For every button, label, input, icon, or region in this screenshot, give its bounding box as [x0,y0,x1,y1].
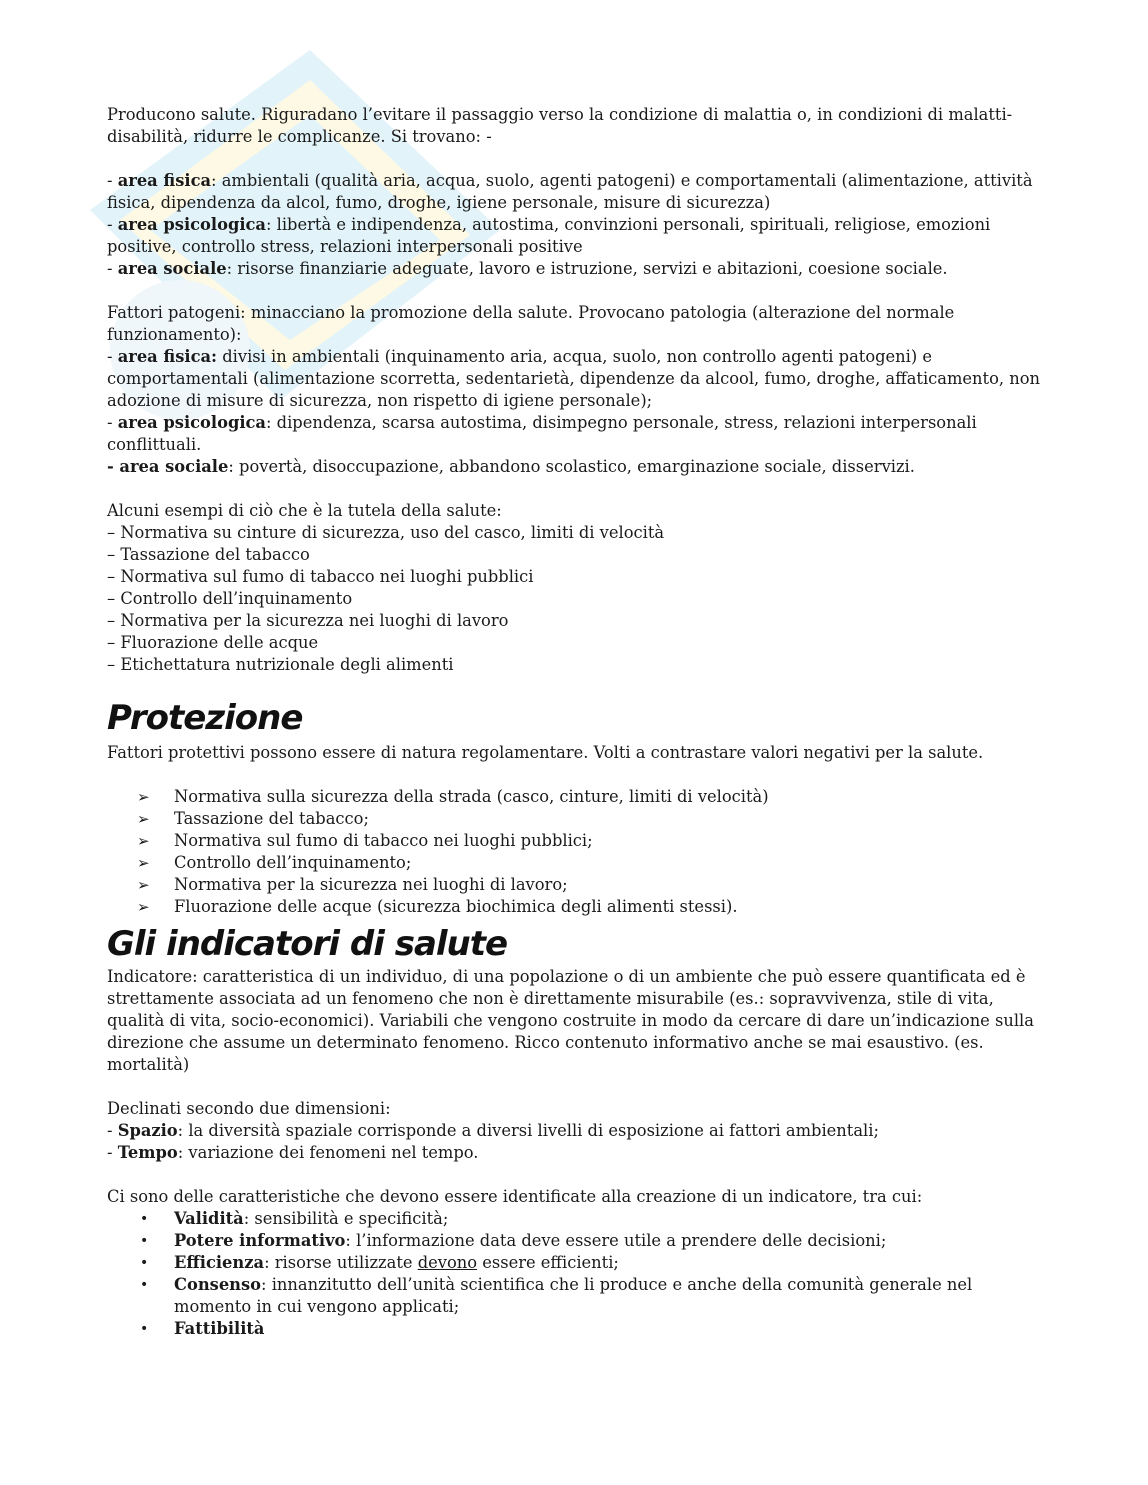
list-item: ➢ Normativa per la sicurezza nei luoghi di lavoro; [137,875,568,894]
indicatori-definition: Indicatore: caratteristica di un individuo, di una popolazione o di un ambiente che può essere quantificata ed è strettamente associata ad un fenomeno che non è direttamente misurabile (es.: sopravvivenza, stile di vita, qualità di vita, socio-economici). Variabili che vengono costruite in modo da cercare di dare un’indicazione sulla direzione che assume un determinato fenomeno. Ricco contenuto informativo anche se mai esaustivo. (es. mortalità) [107,967,1034,1074]
tutela-item: – Normativa sul fumo di tabacco nei luoghi pubblici [107,567,534,586]
protezione-list [107,786,1047,918]
tutela-item: – Tassazione del tabacco [107,545,310,564]
arrow-bullet-icon: ➢ [137,854,150,872]
dimensions-intro: Declinati secondo due dimensioni: [107,1099,391,1118]
dimension-tempo: - Tempo: variazione dei fenomeni nel tempo. [107,1143,479,1162]
tutela-item: – Fluorazione delle acque [107,633,319,652]
list-item: ➢ Controllo dell’inquinamento; [137,853,412,872]
features-list [107,1208,1047,1340]
bullet-icon: • [140,1321,149,1337]
promotion-area-fisica: - area fisica: ambientali (qualità aria, acqua, suolo, agenti patogeni) e comportamentali (alimentazione, attività fisica, dipendenza da alcol, fumo, droghe, igiene personale, misure di sicurezza) [107,171,1033,212]
dimension-spazio: - Spazio: la diversità spaziale corrisponde a diversi livelli di esposizione ai fattori ambientali; [107,1121,879,1140]
pathogenic-area-psicologica: - area psicologica: dipendenza, scarsa autostima, disimpegno personale, stress, relazioni interpersonali conflittuali. [107,413,977,454]
bullet-icon: • [140,1211,149,1227]
arrow-bullet-icon: ➢ [137,832,150,850]
bullet-icon: • [140,1233,149,1249]
arrow-bullet-icon: ➢ [137,810,150,828]
pathogenic-section [107,302,1047,478]
tutela-item: – Normativa per la sicurezza nei luoghi di lavoro [107,611,509,630]
promotion-area-sociale: - area sociale: risorse finanziarie adeguate, lavoro e istruzione, servizi e abitazioni, coesione sociale. [107,259,948,278]
features-intro: Ci sono delle caratteristiche che devono essere identificate alla creazione di un indicatore, tra cui: [107,1187,923,1206]
protezione-intro: Fattori protettivi possono essere di natura regolamentare. Volti a contrastare valori negativi per la salute. [107,743,984,762]
list-item: ➢ Normativa sul fumo di tabacco nei luoghi pubblici; [137,831,593,850]
bullet-icon: • [140,1255,149,1271]
arrow-bullet-icon: ➢ [137,788,150,806]
list-item: ➢ Tassazione del tabacco; [137,809,369,828]
list-item: ➢ Normativa sulla sicurezza della strada (casco, cinture, limiti di velocità) [137,787,769,806]
tutela-section [107,500,1047,676]
tutela-item: – Controllo dell’inquinamento [107,589,353,608]
arrow-bullet-icon: ➢ [137,898,150,916]
list-item: • Consenso: innanzitutto dell’unità scientifica che li produce e anche della comunità generale nel momento in cui vengono applicati; [140,1275,973,1316]
list-item: • Potere informativo: l’informazione data deve essere utile a prendere delle decisioni; [140,1231,887,1250]
pathogenic-area-sociale: - area sociale: povertà, disoccupazione, abbandono scolastico, emarginazione sociale, disservizi. [107,457,915,476]
tutela-item: – Etichettatura nutrizionale degli alimenti [107,655,454,674]
intro-paragraph: Producono salute. Riguradano l’evitare il passaggio verso la condizione di malattia o, in condizioni di malatti-disabilità, ridurre le complicanze. Si trovano: - [107,105,1013,146]
pathogenic-area-fisica: - area fisica: divisi in ambientali (inquinamento aria, acqua, suolo, non controllo agenti patogeni) e comportamentali (alimentazione scorretta, sedentarietà, dipendenze da alcool, fumo, droghe, affaticamento, non adozione di misure di sicurezza, non rispetto di igiene personale); [107,347,1040,410]
promotion-areas [107,170,1047,280]
document-page [107,104,1047,1340]
tutela-item: – Normativa su cinture di sicurezza, uso del casco, limiti di velocità [107,523,665,542]
list-item: • Fattibilità [140,1319,265,1338]
list-item: ➢ Fluorazione delle acque (sicurezza biochimica degli alimenti stessi). [137,897,738,916]
list-item: • Validità: sensibilità e specificità; [140,1209,449,1228]
promotion-area-psicologica: - area psicologica: libertà e indipendenza, autostima, convinzioni personali, spirituali, religiose, emozioni positive, controllo stress, relazioni interpersonali positive [107,215,991,256]
heading-protezione: Protezione [107,698,303,738]
pathogenic-intro: Fattori patogeni: minacciano la promozione della salute. Provocano patologia (alterazione del normale funzionamento): [107,303,955,344]
tutela-intro: Alcuni esempi di ciò che è la tutela della salute: [107,501,502,520]
list-item: • Efficienza: risorse utilizzate devono essere efficienti; [140,1253,619,1272]
heading-indicatori: Gli indicatori di salute [107,924,508,964]
bullet-icon: • [140,1277,149,1293]
arrow-bullet-icon: ➢ [137,876,150,894]
